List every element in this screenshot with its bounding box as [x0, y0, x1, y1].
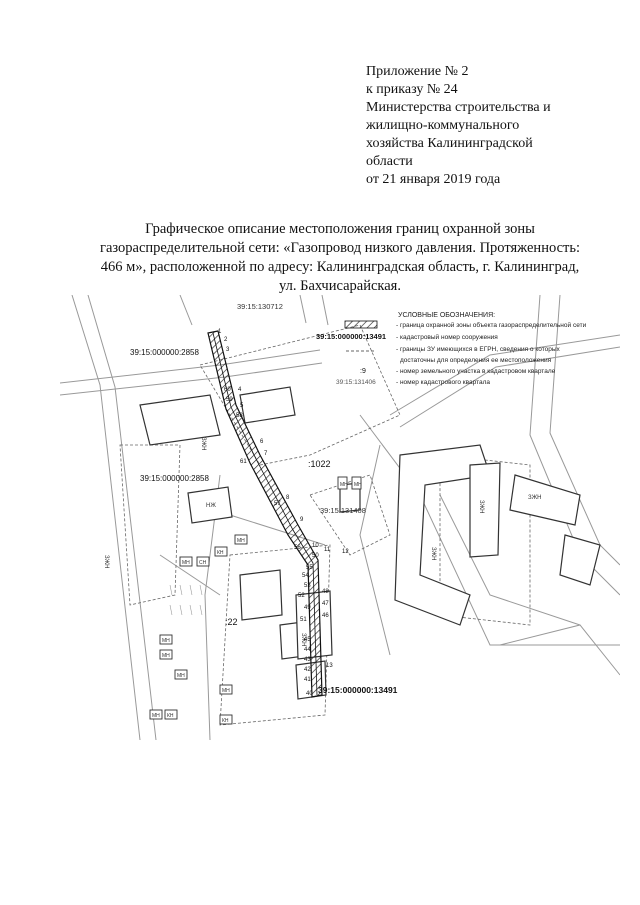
- building-label: ЗЖН: [430, 547, 436, 561]
- point-number: 40: [306, 691, 313, 697]
- document-title: [60, 220, 620, 296]
- point-number: 50: [312, 553, 319, 559]
- building-label: НЖ: [206, 503, 216, 509]
- legend: [316, 312, 587, 386]
- point-number: 51: [300, 617, 307, 623]
- building-label: МН: [162, 638, 170, 644]
- point-number: 58: [236, 413, 243, 419]
- building-label: МН: [152, 713, 160, 719]
- parcel-number-label: :1022: [308, 459, 331, 469]
- point-number: 13: [326, 663, 333, 669]
- quarter-label: 39:15:130712: [237, 302, 283, 311]
- point-number: 5: [240, 403, 244, 409]
- parcel-number-label: :22: [225, 617, 238, 627]
- point-number: 57: [274, 501, 281, 507]
- point-number: 46: [322, 613, 329, 619]
- point-number: 9: [300, 517, 304, 523]
- point-number: 60: [224, 387, 231, 393]
- title-line: ул. Бахчисарайская.: [279, 278, 401, 294]
- point-number: 1: [218, 329, 222, 335]
- building-label: МН: [237, 538, 245, 544]
- point-number: 59: [226, 397, 233, 403]
- point-number: 61: [240, 459, 247, 465]
- building-label: ЗЖН: [103, 555, 109, 569]
- legend-hatch-symbol: [345, 321, 377, 328]
- point-number: 43: [304, 657, 311, 663]
- legend-parcel-symbol: :9: [360, 368, 366, 375]
- cadastral-number-label: 39:15:000000:2858: [130, 348, 199, 357]
- legend-structure-symbol: 39:15:000000:13491: [316, 332, 387, 341]
- legend-item: - номер кадастрового квартала: [396, 379, 491, 386]
- appendix-line: хозяйства Калининградской: [366, 136, 533, 151]
- quarter-label: 39:15:131408: [320, 506, 366, 515]
- point-number: 11: [324, 547, 331, 553]
- point-number: 41: [304, 677, 311, 683]
- appendix-line: от 21 января 2019 года: [366, 172, 501, 187]
- legend-quarter-symbol: 39:15:131406: [336, 379, 376, 386]
- point-number: 10: [312, 543, 319, 549]
- point-number: 3: [226, 347, 230, 353]
- legend-item: - кадастровый номер сооружения: [396, 334, 498, 341]
- point-number: 54: [302, 573, 309, 579]
- building-label: ЗЖН: [200, 437, 206, 451]
- building-label: МН: [177, 673, 185, 679]
- legend-item: - границы ЗУ имеющихся в ЕГРН, сведения о которых: [396, 346, 560, 353]
- building-label: МН: [182, 560, 190, 566]
- point-number: 4: [238, 387, 242, 393]
- cadastral-map: [60, 295, 620, 740]
- point-number: 47: [322, 601, 329, 607]
- point-number: 53: [304, 583, 311, 589]
- buildings: [140, 387, 600, 699]
- building-label: КН: [167, 713, 174, 719]
- legend-item: - номер земельного участка в кадастровом квартале: [396, 368, 556, 375]
- point-number: 6: [260, 439, 264, 445]
- building-label: МН: [162, 653, 170, 659]
- cadastral-number-label: 39:15:000000:2858: [140, 474, 209, 483]
- legend-item: достаточны для определения ее местоположения: [400, 357, 552, 364]
- point-number: 48: [322, 589, 329, 595]
- building-label: ЗЖН: [528, 495, 542, 501]
- appendix-line: к приказу № 24: [366, 82, 458, 97]
- title-line: Графическое описание местоположения границ охранной зоны: [145, 221, 535, 237]
- point-number: 52: [298, 593, 305, 599]
- appendix-line: жилищно-коммунального: [366, 118, 520, 133]
- appendix-line: Приложение № 2: [366, 64, 469, 79]
- title-line: 466 м», расположенной по адресу: Калининградская область, г. Калининград,: [100, 259, 580, 275]
- legend-heading: УСЛОВНЫЕ ОБОЗНАЧЕНИЯ:: [398, 312, 496, 319]
- point-number: 7: [264, 451, 268, 457]
- building-label: КН: [217, 550, 224, 556]
- building-label: КН: [222, 718, 229, 724]
- point-number: 55: [306, 565, 313, 571]
- title-line: газораспределительной сети: «Газопровод низкого давления. Протяженность:: [100, 240, 580, 256]
- point-number: 12: [342, 549, 349, 555]
- appendix-line: области: [366, 154, 413, 169]
- building-label: ЗЖН: [478, 500, 484, 514]
- point-number: 45: [304, 637, 311, 643]
- point-number: 44: [304, 647, 311, 653]
- building-label: МН: [222, 688, 230, 694]
- building-label: СН: [199, 560, 207, 566]
- appendix-block: [366, 63, 616, 189]
- point-number: 8: [286, 495, 290, 501]
- cadastral-number-label: 39:15:000000:13491: [318, 685, 398, 695]
- parking-lines: [170, 585, 202, 615]
- point-number: 2: [224, 337, 228, 343]
- point-number: 49: [304, 605, 311, 611]
- appendix-line: Министерства строительства и: [366, 100, 551, 115]
- building-label: ЗЖН: [300, 633, 306, 647]
- building-label: МН: [354, 482, 362, 488]
- point-number: 42: [304, 667, 311, 673]
- building-label: МН: [340, 482, 348, 488]
- point-number: 56: [294, 545, 301, 551]
- legend-item: - граница охранной зоны объекта газораспределительной сети: [396, 322, 587, 329]
